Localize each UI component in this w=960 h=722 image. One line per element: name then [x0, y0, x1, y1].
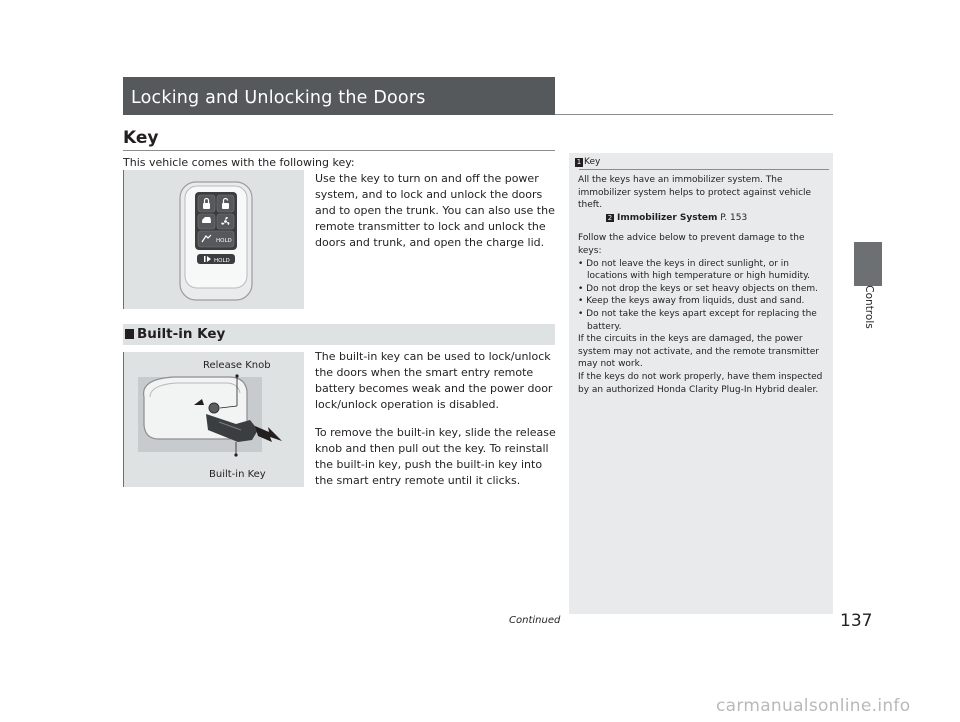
subsection-title: Built-in Key: [137, 326, 226, 342]
watermark: carmanualsonline.info: [716, 696, 911, 716]
note-heading: [575, 157, 600, 167]
continued-label: Continued: [509, 615, 561, 626]
built-in-key-description: [315, 349, 558, 501]
built-in-key-para-2: To remove the built-in key, slide the release knob and then pull out the key. To reinstall the built-in key, push the built-in key into the smart entry remote until it clicks.: [315, 426, 556, 487]
side-note-panel: [569, 153, 833, 614]
note-body: [578, 174, 826, 396]
reference-title[interactable]: Immobilizer System: [617, 212, 718, 223]
subsection-heading-bar: [123, 324, 555, 345]
note-bullet: • Do not leave the keys in direct sunlight, or in locations with high temperature or high humidity.: [578, 258, 811, 282]
key-fob-figure: [123, 170, 304, 309]
note-para-3: If the circuits in the keys are damaged, the power system may not activate, and the remote transmitter may not work.: [578, 334, 819, 370]
chapter-tab-label: Controls: [863, 285, 875, 329]
reference-page: P. 153: [720, 212, 748, 223]
reference-arrow-icon: 2: [607, 213, 613, 222]
key-description: Use the key to turn on and off the power system, and to lock and unlock the doors and to open the trunk. You can also use the remote transmitter to lock and unlock the doors and trunk, and open the charge lid.: [315, 172, 555, 249]
note-divider: [579, 169, 829, 170]
note-para-1: All the keys have an immobilizer system. The immobilizer system helps to protect against vehicle theft.: [578, 175, 812, 211]
release-knob-label: Release Knob: [203, 360, 271, 371]
page-number: 137: [840, 611, 873, 631]
hold-label-top: HOLD: [216, 238, 232, 244]
section-divider: [123, 150, 555, 151]
page-title-banner: [123, 77, 555, 115]
key-fob-illustration: [124, 170, 304, 309]
built-in-key-illustration: [124, 352, 304, 487]
built-in-key-label: Built-in Key: [209, 469, 266, 480]
note-bullet: • Do not drop the keys or set heavy objects on them.: [578, 283, 819, 294]
built-in-key-para-1: The built-in key can be used to lock/unlock the doors when the smart entry remote battery becomes weak and the power door lock/unlock operation is disabled.: [315, 350, 553, 411]
note-bullet: • Do not take the keys apart except for replacing the battery.: [578, 308, 817, 332]
page-title: Locking and Unlocking the Doors: [131, 88, 426, 108]
note-heading-text: Key: [584, 157, 601, 167]
intro-text: This vehicle comes with the following key:: [123, 156, 355, 169]
section-heading: Key: [123, 128, 159, 148]
title-divider: [555, 114, 833, 115]
section-marker-icon: [125, 329, 134, 339]
note-para-4: If the keys do not work properly, have them inspected by an authorized Honda Clarity Plug-In Hybrid dealer.: [578, 371, 823, 395]
note-reference[interactable]: [578, 212, 826, 225]
note-badge: 1: [576, 158, 582, 166]
hold-label-bottom: HOLD: [214, 258, 230, 264]
note-para-2: Follow the advice below to prevent damage to the keys:: [578, 233, 805, 256]
built-in-key-figure: [123, 352, 304, 487]
note-bullet: • Keep the keys away from liquids, dust and sand.: [578, 296, 805, 307]
